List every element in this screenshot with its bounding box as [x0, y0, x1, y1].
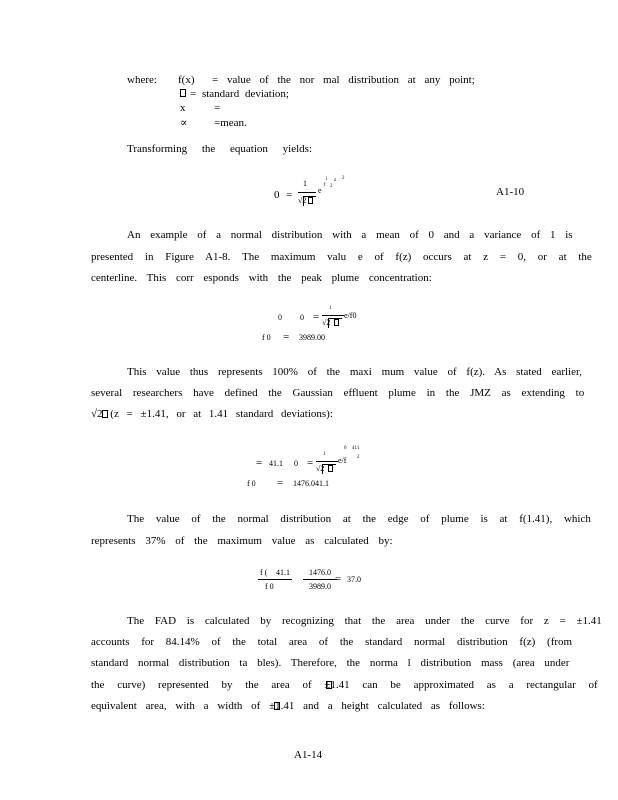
eq3-equals-a: =: [256, 457, 263, 469]
eq2-equals: =: [313, 311, 320, 323]
x-definition: =: [214, 102, 221, 114]
eq1-exp-base: e: [318, 186, 322, 195]
where-label: where:: [127, 74, 157, 86]
eq4-mid-num: 1476.0: [309, 568, 331, 577]
fx-label: f(x): [178, 74, 195, 86]
eq2-tail: e/f0: [344, 311, 357, 320]
eq3-sup3: 2: [357, 455, 360, 460]
eq3-z: 0: [294, 459, 298, 468]
eq4-value: 37.0: [347, 575, 361, 584]
eq3-numerator: 1: [323, 452, 326, 457]
eq4-fraction-bar-1: [258, 579, 292, 580]
eq2-numerator: 1: [329, 306, 332, 311]
eq2-a: 0: [278, 313, 282, 322]
eq2-lhs: f 0: [262, 333, 271, 342]
eq1-exp-z: z: [334, 178, 337, 183]
eq1-exp-sup2: 2: [342, 176, 345, 181]
eq4-den: f 0: [265, 582, 274, 591]
eq1-numerator: 1: [303, 179, 307, 188]
eq3-denominator: √2: [316, 464, 325, 473]
equation-label: A1-10: [496, 186, 525, 198]
para-value-line3: √2 (z = ±1.41, or at 1.41 standard deviations):: [91, 408, 333, 420]
eq1-fraction-bar: [298, 192, 316, 193]
mu-definition: =mean.: [214, 117, 247, 129]
eq3-equals-b: =: [307, 457, 314, 469]
eq3-equals2: =: [277, 477, 284, 489]
para-transforming: Transforming the equation yields:: [127, 143, 312, 155]
eq1-lhs: 0: [274, 189, 280, 201]
eq1-equals: =: [286, 189, 293, 201]
eq3-v: 41.1: [269, 459, 283, 468]
eq2-pi-symbol: [334, 319, 339, 326]
eq2-b: 0: [300, 313, 304, 322]
para-fad-sigma-2: [274, 702, 280, 710]
para-example-line1: An example of a normal distribution with a mean of 0 and a variance of 1 is: [127, 229, 573, 241]
eq4-mid-den: 3989.0: [309, 582, 331, 591]
eq3-lhs: f 0: [247, 479, 256, 488]
eq1-exp-f: f: [324, 183, 326, 188]
eq4-equals: =: [335, 573, 342, 585]
eq3-sup1: 0: [344, 446, 347, 451]
eq2-value: 3989.00: [299, 333, 325, 342]
para-example-line2: presented in Figure A1-8. The maximum valu e of f(z) occurs at z = 0, or at the: [91, 251, 592, 263]
para-value-line1: This value thus represents 100% of the maxi mum value of f(z). As stated earlier,: [127, 366, 582, 378]
eq4-num-a: f (: [260, 568, 268, 577]
eq1-pi-symbol: [308, 197, 313, 204]
para-fad-line2: accounts for 84.14% of the total area of the standard normal distribution f(z) (from: [91, 636, 573, 648]
fx-definition: = value of the nor mal distribution at any point;: [212, 74, 475, 86]
para-fad-line5: equivalent area, with a width of ±1.41 and a height calculated as follows:: [91, 700, 485, 712]
eq3-pi-symbol: [328, 465, 333, 472]
para-fad-line3: standard normal distribution ta bles). Therefore, the norma l distribution mass (area under: [91, 657, 570, 669]
para-fad-line4: the curve) represented by the area of ±1.41 can be approximated as a rectangular of: [91, 679, 598, 691]
eq1-exp-sup: 1: [325, 177, 328, 182]
eq2-denominator: √2: [322, 318, 331, 327]
page-number: A1-14: [294, 749, 323, 761]
eq1-exp-sub: 2: [330, 184, 333, 189]
eq4-fraction-bar-2: [303, 579, 337, 580]
eq1-denominator: √2: [298, 196, 307, 205]
para-fad-sigma-1: [326, 681, 332, 689]
para-value-line2: several researchers have defined the Gaussian effluent plume in the JMZ as extending to: [91, 387, 585, 399]
sigma-symbol: [180, 89, 186, 97]
para-edge-line2: represents 37% of the maximum value as calculated by:: [91, 535, 393, 547]
eq2-fraction-bar: [322, 315, 344, 316]
eq3-fraction-bar: [316, 461, 338, 462]
para-example-line3: centerline. This corr esponds with the peak plume concentration:: [91, 272, 432, 284]
eq4-num-b: 41.1: [276, 568, 290, 577]
mu-symbol: ∝: [180, 117, 188, 129]
x-label: x: [180, 102, 186, 114]
eq3-tail: e/f: [338, 456, 347, 465]
sigma-definition: = standard deviation;: [190, 88, 289, 100]
eq3-value: 1476.041.1: [293, 479, 329, 488]
eq2-equals2: =: [283, 331, 290, 343]
para-edge-line1: The value of the normal distribution at the edge of plume is at f(1.41), which: [127, 513, 591, 525]
eq3-sup2: 411: [352, 446, 360, 451]
para-fad-line1: The FAD is calculated by recognizing that the area under the curve for z = ±1.41: [127, 615, 602, 627]
